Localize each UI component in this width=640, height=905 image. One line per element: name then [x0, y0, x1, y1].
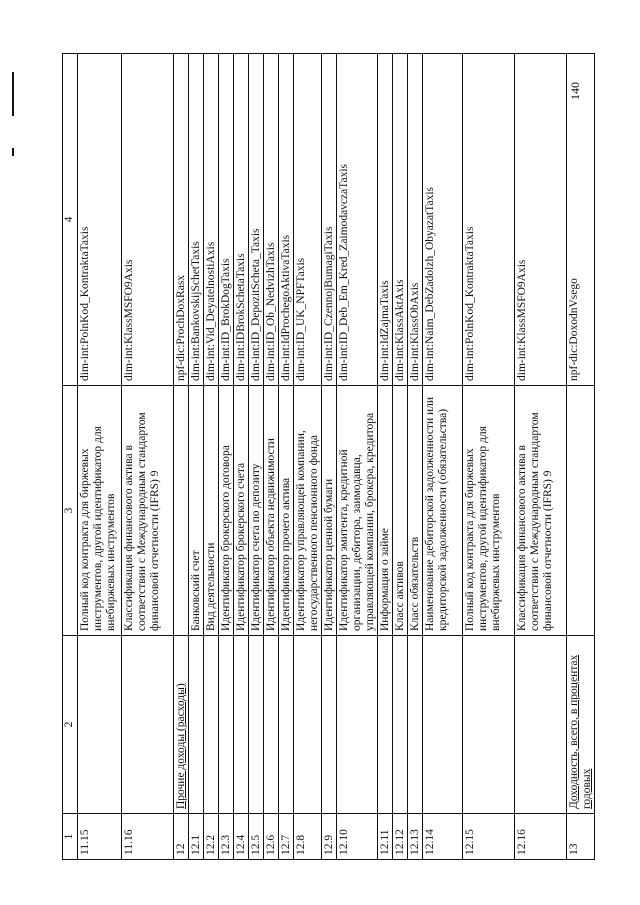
table-row [234, 54, 249, 860]
table-row [423, 54, 463, 860]
row-description: Класс обязательств [408, 386, 423, 636]
row-description: Банковский счет [189, 386, 204, 636]
row-name [294, 636, 322, 814]
column-header: 1 [63, 814, 78, 860]
row-number: 12.13 [408, 814, 423, 860]
row-name [423, 636, 463, 814]
row-number: 12.12 [393, 814, 408, 860]
row-number: 12.16 [515, 814, 567, 860]
row-number: 13 [567, 814, 595, 860]
row-description: Идентификатор объекта недвижимости [264, 386, 279, 636]
column-header: 2 [63, 636, 78, 814]
row-code: dim-int:Naim_DebZadolzh_ObyazatTaxis [423, 54, 463, 386]
table-row [204, 54, 219, 860]
row-name [264, 636, 279, 814]
row-code: dim-int:ID_BrokDogTaxis [219, 54, 234, 386]
row-code: dim-int:KlassObAxis [408, 54, 423, 386]
row-code: dim-int:BankovskijSchetTaxis [189, 54, 204, 386]
row-code: dim-int:ID_DepozitScheta_Taxis [249, 54, 264, 386]
row-description: Полный код контракта для биржевых инструментов, другой идентификатор для внебиржевых инструментов [78, 386, 122, 636]
table-row [174, 54, 189, 860]
row-number: 12.11 [378, 814, 393, 860]
row-name [515, 636, 567, 814]
row-number: 12.15 [463, 814, 515, 860]
table-row [322, 54, 337, 860]
row-code: dim-int:IdZajmaTaxis [378, 54, 393, 386]
row-description: Классификация финансового актива в соответствии с Международным стандартом финансовой отчетности (IFRS) 9 [515, 386, 567, 636]
table-header-row [63, 54, 78, 860]
row-name [337, 636, 378, 814]
row-code: dim-int:ID_UK_NPFTaxis [294, 54, 322, 386]
row-number: 12.10 [337, 814, 378, 860]
row-description: Информация о займе [378, 386, 393, 636]
binding-mark [12, 148, 14, 156]
row-description [174, 386, 189, 636]
row-number: 12 [174, 814, 189, 860]
table-row [408, 54, 423, 860]
row-description: Идентификатор брокерского счета [234, 386, 249, 636]
row-name [234, 636, 249, 814]
row-name [408, 636, 423, 814]
row-number: 11.15 [78, 814, 122, 860]
row-description: Вид деятельности [204, 386, 219, 636]
row-code: dim-int:ID_CzennojBumagiTaxis [322, 54, 337, 386]
row-number: 12.5 [249, 814, 264, 860]
row-name [189, 636, 204, 814]
row-name [463, 636, 515, 814]
table-row [122, 54, 174, 860]
row-code: dim-int:ID_Deb_Em_Kred_ZaimodavczaTaxis [337, 54, 378, 386]
row-description: Идентификатор эмитента, кредитной организации, дебитора, заимодавца, управляющей компании, брокера, кредитора [337, 386, 378, 636]
row-description [567, 386, 595, 636]
table-row [189, 54, 204, 860]
row-description: Наименование дебиторской задолженности или кредиторской задолженности (обязательства) [423, 386, 463, 636]
table-row [219, 54, 234, 860]
row-name [249, 636, 264, 814]
page-number: 140 [568, 82, 582, 100]
row-code: dim-int:KlassMSFO9Axis [515, 54, 567, 386]
row-code: dim-int:PolnKod_KontraktaTaxis [463, 54, 515, 386]
row-number: 12.3 [219, 814, 234, 860]
row-code: npf-dic:ProchDoxRasx [174, 54, 189, 386]
row-name [122, 636, 174, 814]
row-number: 12.6 [264, 814, 279, 860]
table-row [463, 54, 515, 860]
row-name [393, 636, 408, 814]
table-row [249, 54, 264, 860]
row-code: dim-int:KlassMSFO9Axis [122, 54, 174, 386]
binding-mark [12, 72, 14, 116]
table-row [567, 54, 595, 860]
row-name [322, 636, 337, 814]
row-number: 12.8 [294, 814, 322, 860]
row-code: dim-int:IDBrokSchetaTaxis [234, 54, 249, 386]
row-name [219, 636, 234, 814]
row-description: Идентификатор управляющей компании, негосударственного пенсионного фонда [294, 386, 322, 636]
row-description: Классификация финансового актива в соответствии с Международным стандартом финансовой отчетности (IFRS) 9 [122, 386, 174, 636]
table-row [279, 54, 294, 860]
row-code: dim-int:ID_Ob_NedvizhTaxis [264, 54, 279, 386]
row-number: 12.2 [204, 814, 219, 860]
table-row [294, 54, 322, 860]
row-number: 12.14 [423, 814, 463, 860]
row-code: dim-int:KlassAktAxis [393, 54, 408, 386]
row-description: Идентификатор прочего актива [279, 386, 294, 636]
row-name [378, 636, 393, 814]
row-number: 12.1 [189, 814, 204, 860]
table-row [515, 54, 567, 860]
row-name [279, 636, 294, 814]
table-row [337, 54, 378, 860]
table-row [378, 54, 393, 860]
table-row [78, 54, 122, 860]
row-code: npf-dic:DoxodnVsego [567, 54, 595, 386]
row-name: Прочие доходы (расходы) [174, 636, 189, 814]
row-code: dim-int:PolnKod_KontraktaTaxis [78, 54, 122, 386]
row-name [78, 636, 122, 814]
column-header: 3 [63, 386, 78, 636]
row-name [204, 636, 219, 814]
row-number: 11.16 [122, 814, 174, 860]
table-row [264, 54, 279, 860]
row-code: dim-int:IdProchegoAktivaTaxis [279, 54, 294, 386]
register-table [62, 53, 595, 860]
column-header: 4 [63, 54, 78, 386]
row-description: Полный код контракта для биржевых инструментов, другой идентификатор для внебиржевых инструментов [463, 386, 515, 636]
rotated-table-container [62, 54, 593, 860]
row-number: 12.4 [234, 814, 249, 860]
table-row [393, 54, 408, 860]
row-code: dim-int:Vid_DeyatelnostiAxis [204, 54, 219, 386]
row-name: Доходность, всего, в процентах годовых [567, 636, 595, 814]
row-description: Идентификатор счета по депозиту [249, 386, 264, 636]
row-number: 12.9 [322, 814, 337, 860]
row-description: Класс активов [393, 386, 408, 636]
row-description: Идентификатор ценной бумаги [322, 386, 337, 636]
row-number: 12.7 [279, 814, 294, 860]
row-description: Идентификатор брокерского договора [219, 386, 234, 636]
